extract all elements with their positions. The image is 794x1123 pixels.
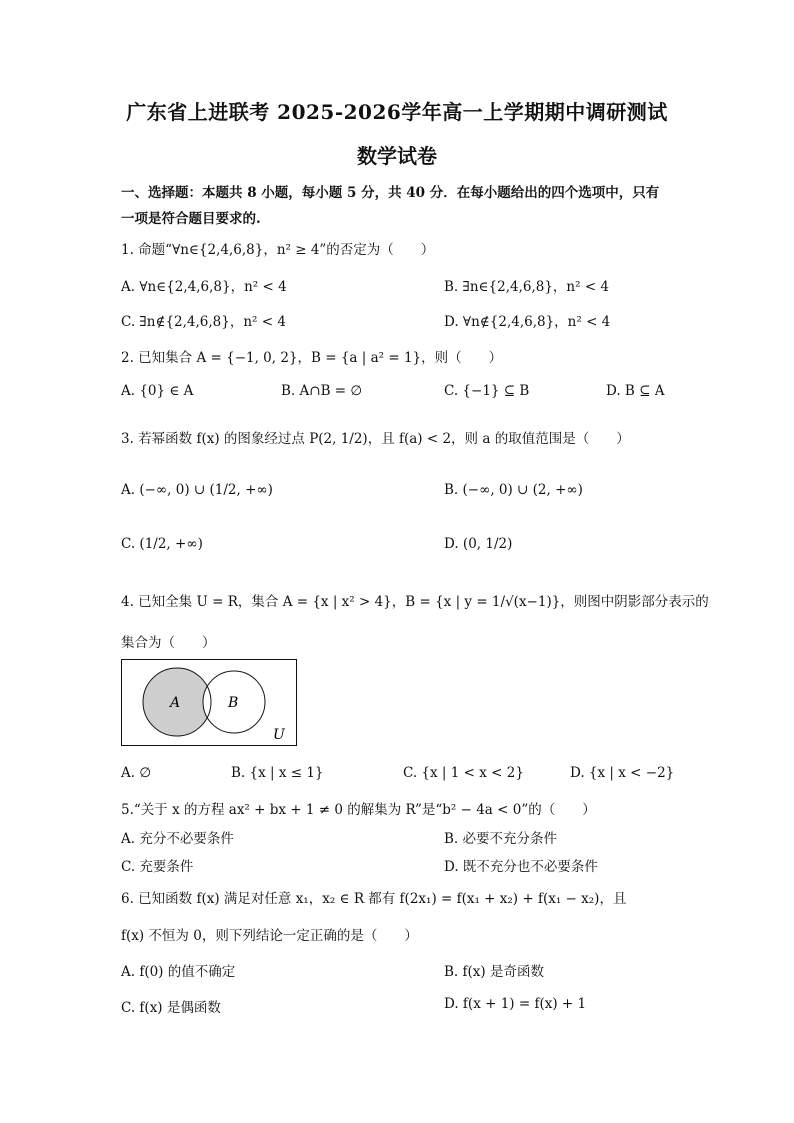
question-3-option-b: B. (−∞, 0) ∪ (2, +∞) <box>444 482 583 498</box>
question-5-option-c: C. 充要条件 <box>121 859 194 875</box>
question-1-stem: 1. 命题“∀n∈{2,4,6,8}，n² ≥ 4”的否定为（ ） <box>121 242 435 258</box>
question-3-option-c: C. (1/2, +∞) <box>121 536 203 552</box>
question-2-option-c: C. {−1} ⊆ B <box>444 383 530 399</box>
venn-label-u: U <box>273 727 285 743</box>
question-1-option-d: D. ∀n∉{2,4,6,8}，n² < 4 <box>444 314 611 330</box>
question-4-stem: 4. 已知全集 U = R，集合 A = {x | x² > 4}，B = {x | y = 1/√(x−1)}，则图中阴影部分表示的 <box>121 594 709 610</box>
venn-label-b: B <box>228 695 239 711</box>
question-2-option-b: B. A∩B = ∅ <box>281 383 363 399</box>
question-5-option-a: A. 充分不必要条件 <box>121 831 234 847</box>
question-6-option-a: A. f(0) 的值不确定 <box>121 964 236 980</box>
question-3-option-d: D. (0, 1/2) <box>444 536 513 552</box>
question-1-option-a: A. ∀n∈{2,4,6,8}，n² < 4 <box>121 279 287 295</box>
section-heading-cont: 一项是符合题目要求的. <box>121 211 261 227</box>
question-3-option-a: A. (−∞, 0) ∪ (1/2, +∞) <box>121 482 273 498</box>
question-4-option-d: D. {x | x < −2} <box>570 765 675 781</box>
venn-label-a: A <box>170 695 181 711</box>
question-6-option-d: D. f(x + 1) = f(x) + 1 <box>444 996 587 1012</box>
question-1-option-b: B. ∃n∈{2,4,6,8}，n² < 4 <box>444 279 610 295</box>
question-6-stem: 6. 已知函数 f(x) 满足对任意 x₁，x₂ ∈ R 都有 f(2x₁) = f(x₁ + x₂) + f(x₁ − x₂)，且 <box>121 891 627 907</box>
question-6-option-b: B. f(x) 是奇函数 <box>444 964 544 980</box>
question-2-option-d: D. B ⊆ A <box>606 383 665 399</box>
question-6-option-c: C. f(x) 是偶函数 <box>121 1000 221 1016</box>
exam-subtitle: 数学试卷 <box>357 144 437 168</box>
exam-title: 广东省上进联考 2025-2026学年高一上学期期中调研测试 <box>126 100 668 124</box>
section-heading: 一、选择题：本题共 8 小题，每小题 5 分，共 40 分．在每小题给出的四个选项中，只有 <box>121 185 660 201</box>
question-4-option-a: A. ∅ <box>121 765 152 781</box>
question-3-stem: 3. 若幂函数 f(x) 的图象经过点 P(2, 1/2)，且 f(a) < 2，则 a 的取值范围是（ ） <box>121 431 630 447</box>
question-1-option-c: C. ∃n∉{2,4,6,8}，n² < 4 <box>121 314 286 330</box>
question-5-stem: 5.“关于 x 的方程 ax² + bx + 1 ≠ 0 的解集为 R”是“b² − 4a < 0”的（ ） <box>121 802 596 818</box>
question-2-stem: 2. 已知集合 A = {−1, 0, 2}，B = {a | a² = 1}，则（ ） <box>121 350 503 366</box>
question-4-option-b: B. {x | x ≤ 1} <box>231 765 324 781</box>
question-6-stem-cont: f(x) 不恒为 0，则下列结论一定正确的是（ ） <box>121 928 418 944</box>
venn-diagram <box>121 659 297 746</box>
question-4-option-c: C. {x | 1 < x < 2} <box>403 765 524 781</box>
question-5-option-b: B. 必要不充分条件 <box>444 831 558 847</box>
question-5-option-d: D. 既不充分也不必要条件 <box>444 859 598 875</box>
question-2-option-a: A. {0} ∈ A <box>121 383 194 399</box>
question-4-stem-cont: 集合为（ ） <box>121 635 216 651</box>
